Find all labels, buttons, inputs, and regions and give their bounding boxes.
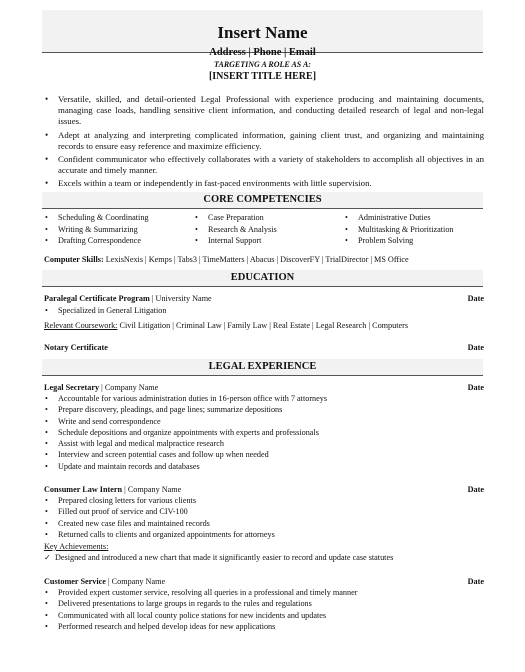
- target-title: [INSERT TITLE HERE]: [208, 71, 317, 82]
- job-bullet: • Prepared closing letters for various clients: [44, 495, 484, 506]
- job-date: Date: [467, 485, 484, 494]
- education-bullets: [44, 305, 484, 316]
- candidate-name: Insert Name: [217, 23, 308, 42]
- job-title: Customer Service: [44, 577, 106, 586]
- job-bullet: • Accountable for various administration duties in 16-person office with 7 attorneys: [44, 393, 484, 404]
- competency-item: • Internal Support: [194, 235, 277, 247]
- job-bullet: • Filled out proof of service and CIV-100: [44, 506, 484, 517]
- competency-item: • Drafting Correspondence: [44, 235, 149, 247]
- competencies-column-1: [44, 212, 149, 247]
- coursework-label: Relevant Coursework:: [44, 321, 118, 330]
- computer-skills: [44, 254, 484, 265]
- competency-item: • Administrative Duties: [344, 212, 454, 224]
- job-bullet: • Update and maintain records and databases: [44, 461, 484, 472]
- company-name: | Company Name: [122, 485, 182, 494]
- coursework-value: Civil Litigation | Criminal Law | Family Law | Real Estate | Legal Research | Computers: [117, 321, 409, 330]
- job-bullet: • Provided expert customer service, resolving all queries in a professional and timely manner: [44, 587, 484, 598]
- job-bullets: [44, 393, 484, 472]
- job-header: [44, 382, 484, 393]
- summary-item: • Versatile, skilled, and detail-oriented Legal Professional with experience producing and maintaining documents, managing case loads, handling sensitive client information, and conducting detailed research of legal and non-legal issues.: [44, 94, 484, 128]
- competencies-column-2: [194, 212, 277, 247]
- notary-date: Date: [467, 343, 484, 352]
- job-header: [44, 484, 484, 495]
- key-achievements-label: [44, 541, 484, 552]
- competencies-heading: CORE COMPETENCIES: [42, 192, 483, 209]
- job-bullet: • Interview and screen potential cases and follow up when needed: [44, 449, 484, 460]
- program-date: Date: [467, 294, 484, 303]
- competency-item: • Multitasking & Prioritization: [344, 224, 454, 236]
- education-bullet: • Specialized in General Litigation: [44, 305, 484, 316]
- job-bullet: • Delivered presentations to large groups in regards to the rules and regulations: [44, 598, 484, 609]
- education-heading: EDUCATION: [42, 270, 483, 287]
- program-name: Paralegal Certificate Program: [44, 294, 150, 303]
- header-banner: [42, 10, 483, 58]
- notary-row: [44, 342, 484, 353]
- job-bullets: [44, 495, 484, 540]
- competency-item: • Case Preparation: [194, 212, 277, 224]
- checkmark-icon: ✓: [44, 553, 51, 562]
- key-achievements-text: Key Achievements:: [44, 542, 109, 551]
- summary-item: • Adept at analyzing and interpreting complicated information, gaining client trust, and organizing and maintaining records to ensure easy reference and maximize efficiency.: [44, 130, 484, 152]
- job-date: Date: [467, 383, 484, 392]
- job-title: Consumer Law Intern: [44, 485, 123, 494]
- notary-certificate: Notary Certificate: [44, 343, 108, 352]
- job-bullet: • Write and send correspondence: [44, 416, 484, 427]
- summary-item: • Confident communicator who effectively collaborates with a variety of stakeholders to accomplish all objectives in an accurate and timely manner.: [44, 154, 484, 176]
- job-bullet: • Returned calls to clients and organized appointments for attorneys: [44, 529, 484, 540]
- job-bullet: • Prepare discovery, pleadings, and page lines; summarize depositions: [44, 404, 484, 415]
- education-program-row: [44, 293, 484, 304]
- company-name: | Company Name: [99, 383, 159, 392]
- competency-item: • Problem Solving: [344, 235, 454, 247]
- company-name: | Company Name: [105, 577, 166, 586]
- job-bullet: • Communicated with all local county police stations for new incidents and updates: [44, 610, 484, 621]
- job-bullet: • Assist with legal and medical malpractice research: [44, 438, 484, 449]
- school-name: | University Name: [149, 294, 212, 303]
- achievement-text: Designed and introduced a new chart that made it significantly easier to record and update case statutes: [54, 553, 394, 562]
- competency-item: • Research & Analysis: [194, 224, 277, 236]
- coursework-row: [44, 320, 484, 331]
- job-header: [44, 576, 484, 587]
- job-bullet: • Schedule depositions and organize appointments with experts and professionals: [44, 427, 484, 438]
- summary-list: [44, 94, 484, 192]
- competency-item: • Writing & Summarizing: [44, 224, 149, 236]
- competencies-column-3: [344, 212, 454, 247]
- computer-skills-value: LexisNexis | Kemps | Tabs3 | TimeMatters | Abacus | DiscoverFY | TrialDirector | MS Office: [103, 255, 409, 264]
- summary-item: • Excels within a team or independently in fast-paced environments with little supervision.: [44, 178, 484, 189]
- job-date: Date: [467, 577, 484, 586]
- job-bullet: • Created new case files and maintained records: [44, 518, 484, 529]
- achievement-item: [44, 552, 393, 563]
- job-title: Legal Secretary: [44, 383, 100, 392]
- job-bullet: • Performed research and helped develop ideas for new applications: [44, 621, 484, 632]
- targeting-label: TARGETING A ROLE AS A:: [214, 60, 311, 69]
- job-bullets: [44, 587, 484, 632]
- computer-skills-label: Computer Skills:: [44, 255, 104, 264]
- competency-item: • Scheduling & Coordinating: [44, 212, 149, 224]
- experience-heading: LEGAL EXPERIENCE: [42, 359, 483, 376]
- contact-line: Address | Phone | Email: [209, 47, 316, 58]
